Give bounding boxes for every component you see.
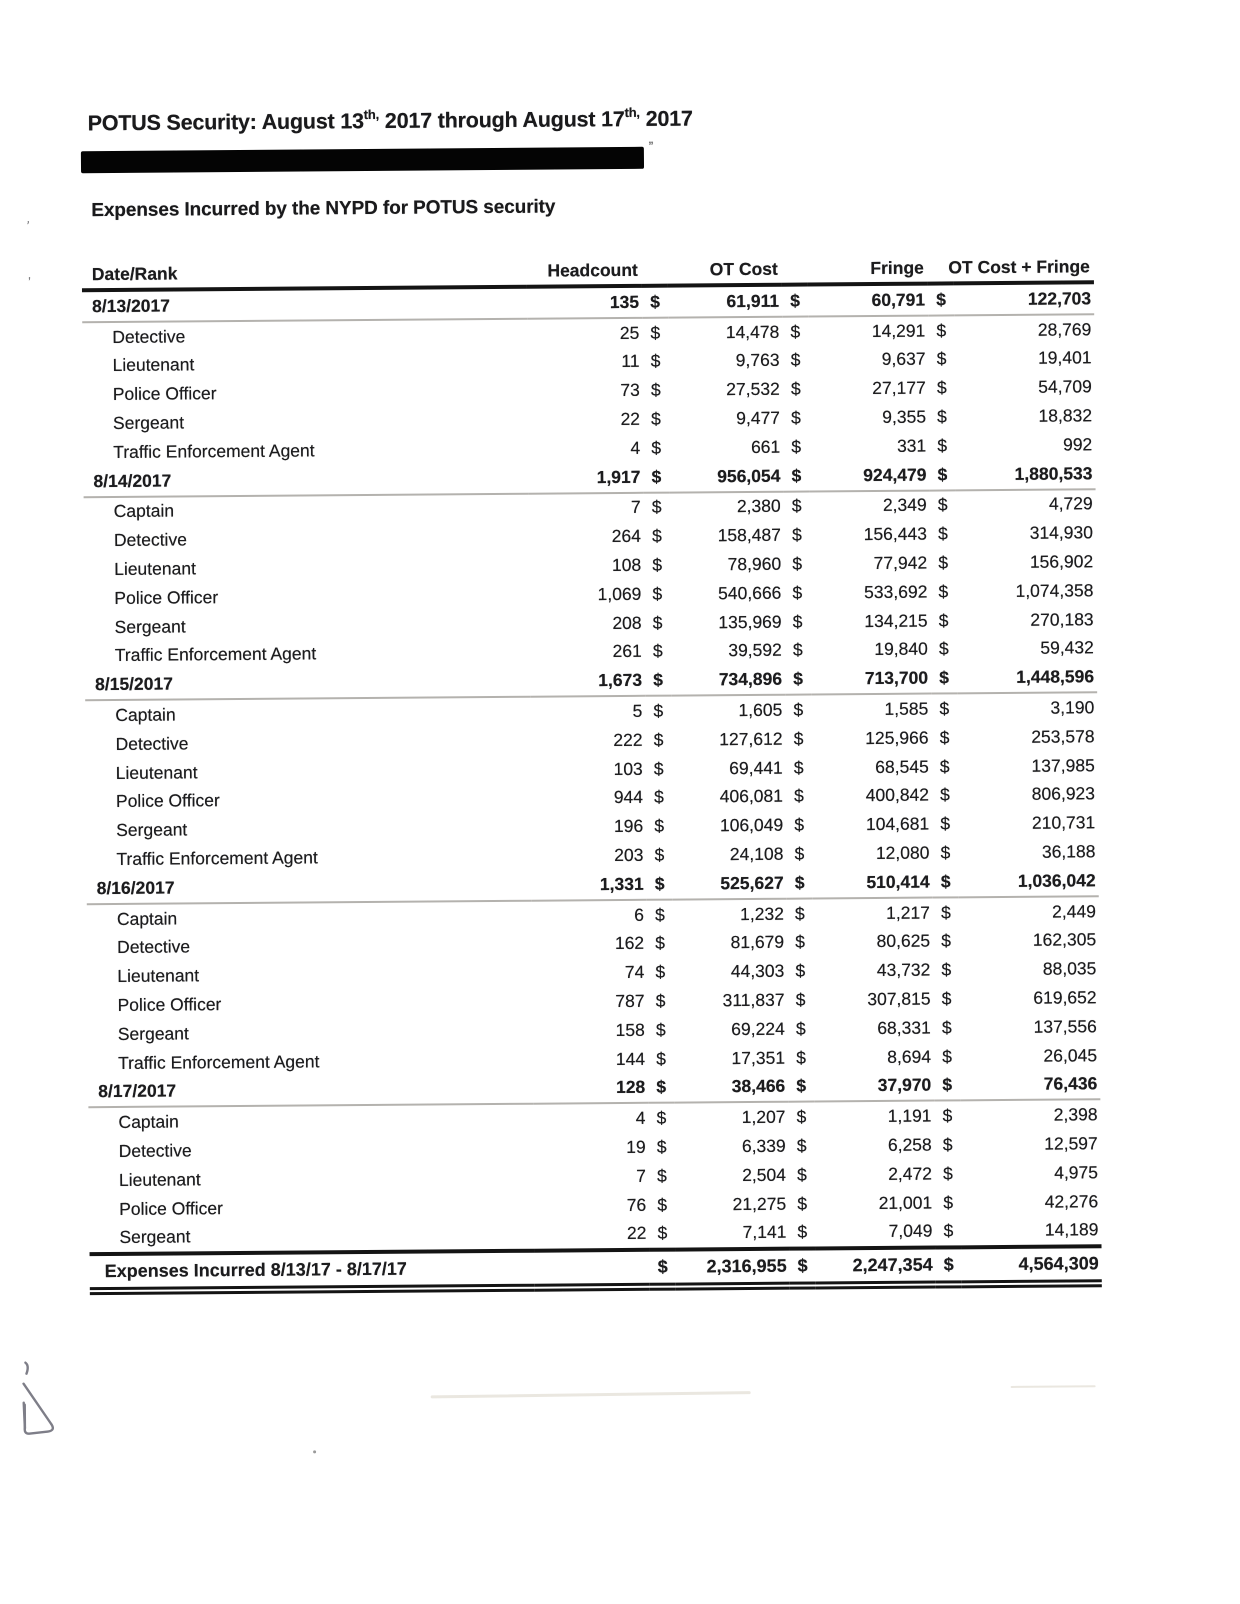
dollar-sign: $ [793, 728, 804, 749]
ot-cost-cell: 1,207 [741, 1106, 786, 1128]
fringe-cell: 77,942 [873, 552, 928, 574]
dollar-sign: $ [790, 378, 801, 399]
dollar-sign: $ [657, 1194, 668, 1215]
ot-cost-fringe-cell: 76,436 [960, 1070, 1100, 1101]
dollar-sign: $ [938, 581, 949, 602]
dollar-sign: $ [787, 868, 813, 898]
dollar-sign: $ [938, 552, 949, 573]
title-superscript: th, [363, 106, 380, 122]
dollar-sign: $ [654, 815, 665, 836]
headcount-cell: 222 [613, 729, 643, 750]
dollar-sign: $ [936, 320, 947, 341]
headcount-cell: 25 [619, 322, 640, 343]
headcount-cell: 264 [611, 526, 641, 547]
dollar-sign: $ [650, 351, 661, 372]
ot-cost-fringe-cell: 137,985 [1031, 754, 1095, 776]
dollar-sign: $ [790, 1249, 816, 1286]
fringe-cell: 1,585 [884, 698, 929, 719]
fringe-cell: 9,355 [882, 406, 927, 428]
dollar-sign: $ [940, 813, 951, 834]
ot-cost-cell: 2,380 [736, 496, 781, 517]
col-header-ot-cost: OT Cost [642, 249, 782, 286]
dollar-sign: $ [790, 321, 801, 342]
dollar-sign: $ [938, 610, 949, 631]
dollar-sign: $ [643, 462, 669, 492]
headcount-cell: 144 [615, 1048, 646, 1069]
ot-cost-fringe-cell: 26,045 [1043, 1044, 1098, 1066]
headcount-cell: 135 [527, 286, 642, 319]
dollar-sign: $ [796, 1164, 807, 1185]
col-header-headcount: Headcount [527, 250, 642, 287]
dollar-sign: $ [794, 814, 805, 835]
headcount-cell: 76 [626, 1194, 647, 1215]
dollar-sign: $ [941, 1017, 952, 1038]
grand-total-row [90, 1247, 1102, 1292]
dollar-sign: $ [788, 1072, 814, 1102]
rank-cell: Police Officer [115, 790, 220, 812]
rank-cell: Captain [115, 704, 176, 726]
dollar-sign: $ [656, 1165, 667, 1186]
ot-cost-fringe-cell: 992 [1062, 434, 1093, 455]
rank-cell: Captain [118, 1111, 179, 1133]
ot-cost-fringe-cell: 122,703 [954, 282, 1094, 315]
ot-cost-fringe-cell: 4,729 [1048, 493, 1093, 515]
dollar-sign: $ [653, 758, 664, 779]
dollar-sign: $ [934, 1071, 960, 1101]
dollar-sign: $ [939, 698, 950, 719]
dollar-sign: $ [656, 1136, 667, 1157]
headcount-cell: 196 [613, 816, 644, 837]
headcount-cell: 22 [620, 408, 641, 430]
rank-cell: Sergeant [89, 1220, 534, 1254]
ot-cost-cell: 27,532 [726, 379, 780, 400]
ot-cost-cell: 9,477 [736, 407, 781, 429]
ot-cost-fringe-cell: 42,276 [1044, 1190, 1099, 1212]
col-header-ot-cost-fringe: OT Cost + Fringe [928, 246, 1094, 283]
dollar-sign: $ [792, 582, 803, 603]
dollar-sign: $ [792, 611, 803, 632]
rank-cell: Detective [112, 326, 186, 347]
dollar-sign: $ [942, 1046, 952, 1067]
headcount-cell: 19 [626, 1136, 646, 1157]
dollar-sign: $ [793, 699, 804, 720]
ot-cost-cell: 44,303 [730, 960, 785, 982]
ot-cost-fringe-cell: 3,190 [1050, 697, 1095, 718]
fringe-cell: 1,191 [887, 1105, 932, 1127]
dollar-sign: $ [652, 583, 663, 604]
dollar-sign: $ [943, 1191, 954, 1213]
headcount-cell: 158 [615, 1019, 645, 1040]
fringe-cell: 533,692 [864, 581, 928, 602]
rank-cell: Detective [118, 1140, 192, 1161]
rank-cell: Traffic Enforcement Agent [113, 440, 315, 462]
dollar-sign: $ [651, 437, 662, 458]
dollar-sign: $ [940, 784, 950, 805]
title-text: 2017 [639, 106, 693, 131]
ot-cost-cell: 158,487 [717, 524, 781, 546]
dollar-sign: $ [937, 435, 948, 456]
fringe-cell: 80,625 [876, 930, 931, 952]
dollar-sign: $ [937, 494, 948, 515]
headcount-cell: 1,331 [532, 870, 647, 901]
headcount-cell: 74 [624, 962, 645, 983]
rank-cell: Detective [113, 529, 187, 551]
ot-cost-cell: 24,108 [729, 843, 784, 865]
fringe-cell: 14,291 [871, 320, 926, 341]
dollar-sign: $ [796, 1135, 807, 1156]
headcount-cell: 22 [534, 1219, 649, 1251]
rank-cell: Sergeant [116, 819, 188, 841]
ot-cost-cell: 81,679 [730, 932, 785, 953]
dollar-sign: $ [797, 1193, 808, 1214]
ot-cost-cell: 106,049 [719, 814, 784, 836]
dollar-sign: $ [941, 988, 952, 1009]
dollar-sign: $ [791, 496, 802, 517]
scan-smudge [1011, 1385, 1096, 1388]
fringe-cell: 12,080 [875, 842, 930, 864]
grand-total-label: Expenses Incurred 8/13/17 - 8/17/17 [90, 1250, 650, 1291]
date-cell: 8/17/2017 [88, 1074, 533, 1107]
fringe-cell: 134,215 [864, 610, 928, 631]
title-superscript: th, [624, 104, 640, 120]
ot-cost-cell: 135,969 [718, 611, 782, 632]
ot-cost-cell: 6,339 [741, 1135, 786, 1157]
ot-cost-cell: 734,896 [671, 665, 785, 696]
rank-cell: Detective [117, 936, 191, 958]
dollar-sign: $ [654, 904, 665, 925]
dollar-sign: $ [791, 407, 801, 428]
dollar-sign: $ [656, 1107, 667, 1128]
ot-cost-fringe-cell: 1,880,533 [955, 459, 1095, 490]
dollar-sign: $ [655, 961, 666, 982]
dollar-sign: $ [940, 842, 951, 863]
fringe-cell: 510,414 [813, 867, 933, 898]
dollar-sign: $ [650, 379, 661, 401]
rank-cell: Captain [116, 908, 178, 929]
headcount-cell: 261 [612, 641, 642, 662]
ot-cost-fringe-cell: 2,449 [1052, 900, 1096, 922]
scan-smudge [431, 1391, 751, 1398]
fringe-cell: 19,840 [874, 639, 928, 660]
dollar-sign: $ [650, 1250, 676, 1287]
dollar-sign: $ [653, 700, 664, 721]
dollar-sign: $ [645, 666, 671, 696]
ot-cost-fringe-cell: 14,189 [961, 1216, 1101, 1248]
dollar-sign: $ [933, 867, 959, 897]
ot-cost-fringe-cell: 4,975 [1054, 1162, 1099, 1183]
ot-cost-cell: 17,351 [731, 1047, 786, 1068]
ot-cost-cell: 1,605 [738, 699, 783, 721]
date-cell: 8/16/2017 [87, 871, 532, 904]
dollar-sign: $ [655, 933, 666, 954]
ot-cost-cell: 9,763 [735, 350, 780, 371]
dollar-sign: $ [642, 286, 668, 318]
headcount-cell: 11 [621, 351, 640, 372]
dollar-sign: $ [783, 461, 809, 491]
fringe-cell: 43,732 [876, 959, 931, 981]
dollar-sign: $ [651, 497, 662, 518]
rank-cell: Police Officer [117, 994, 222, 1015]
rank-cell: Police Officer [119, 1197, 224, 1219]
fringe-cell: 400,842 [865, 785, 930, 806]
dollar-sign: $ [650, 322, 661, 343]
rank-cell: Lieutenant [115, 761, 198, 783]
ot-cost-fringe-cell: 1,448,596 [957, 663, 1097, 694]
dollar-sign: $ [795, 931, 806, 953]
document-subtitle: Expenses Incurred by the NYPD for POTUS security [91, 196, 556, 222]
ot-cost-fringe-cell: 270,183 [1030, 608, 1094, 630]
dollar-sign: $ [794, 785, 804, 807]
dollar-sign: $ [655, 990, 666, 1011]
date-cell: 8/14/2017 [83, 463, 528, 496]
dollar-sign: $ [936, 1248, 962, 1285]
dollar-sign: $ [938, 638, 949, 659]
fringe-cell: 6,258 [887, 1134, 932, 1155]
dollar-sign: $ [936, 348, 947, 369]
dollar-sign: $ [796, 1047, 806, 1068]
ot-cost-fringe-cell: 2,398 [1053, 1104, 1098, 1125]
document-title [88, 105, 693, 136]
dollar-sign: $ [651, 525, 662, 547]
fringe-cell: 2,472 [888, 1163, 933, 1184]
fringe-cell: 21,001 [878, 1192, 933, 1213]
dollar-sign: $ [795, 989, 806, 1010]
scan-speck [313, 1450, 316, 1453]
headcount-cell: 108 [611, 554, 642, 576]
dollar-sign: $ [653, 729, 664, 750]
grand-total-fringe: 2,247,354 [816, 1248, 936, 1286]
fringe-cell: 713,700 [811, 664, 931, 695]
ot-cost-fringe-cell: 54,709 [1038, 376, 1092, 397]
headcount-cell: 7 [630, 497, 641, 518]
dollar-sign: $ [940, 902, 951, 923]
fringe-cell: 27,177 [872, 377, 926, 399]
dollar-sign: $ [794, 843, 805, 864]
dollar-sign: $ [647, 870, 673, 900]
headcount-cell: 944 [613, 787, 644, 808]
ot-cost-fringe-cell: 137,556 [1033, 1016, 1097, 1037]
headcount-cell: 787 [615, 990, 645, 1012]
dollar-sign: $ [935, 1217, 961, 1248]
expense-table-body [82, 282, 1102, 1254]
rank-cell: Lieutenant [118, 1169, 201, 1190]
headcount-cell: 103 [613, 758, 643, 779]
dollar-sign: $ [929, 460, 955, 490]
ot-cost-cell: 1,232 [740, 903, 784, 924]
headcount-cell: 203 [614, 844, 644, 866]
ot-cost-fringe-cell: 1,074,358 [1015, 580, 1094, 601]
dollar-sign: $ [652, 641, 663, 662]
dollar-sign: $ [656, 1048, 666, 1069]
ot-cost-cell: 2,504 [742, 1164, 787, 1185]
dollar-sign: $ [941, 959, 952, 980]
dollar-sign: $ [649, 1219, 675, 1250]
dollar-sign: $ [792, 553, 803, 574]
scan-artifact-mark: , [25, 210, 33, 226]
dollar-sign: $ [651, 408, 661, 429]
rank-cell: Traffic Enforcement Agent [117, 1050, 320, 1073]
dollar-sign: $ [791, 436, 802, 457]
col-header-fringe: Fringe [782, 248, 928, 285]
ot-cost-cell: 78,960 [727, 553, 782, 575]
dollar-sign: $ [793, 757, 804, 778]
headcount-cell: 5 [632, 700, 643, 721]
ot-cost-cell: 39,592 [728, 640, 782, 661]
ot-cost-cell: 69,441 [729, 757, 783, 778]
headcount-cell: 4 [630, 437, 641, 458]
headcount-cell: 128 [533, 1073, 648, 1104]
ot-cost-fringe-cell: 1,036,042 [959, 866, 1099, 897]
headcount-cell: 6 [634, 904, 644, 925]
fringe-cell: 8,694 [887, 1046, 932, 1067]
dollar-sign: $ [655, 1019, 666, 1040]
date-cell: 8/15/2017 [85, 667, 530, 700]
rank-cell: Captain [113, 500, 175, 522]
headcount-cell: 162 [614, 933, 645, 954]
scan-artifact-mark: , [27, 266, 32, 282]
headcount-cell: 73 [620, 380, 640, 401]
ot-cost-fringe-cell: 806,923 [1031, 783, 1096, 805]
dollar-sign: $ [654, 844, 665, 865]
fringe-cell: 68,545 [875, 756, 929, 777]
ot-cost-cell: 21,275 [732, 1193, 787, 1214]
fringe-cell: 924,479 [809, 460, 929, 491]
ot-cost-fringe-cell: 19,401 [1037, 347, 1092, 369]
ot-cost-fringe-cell: 12,597 [1044, 1133, 1098, 1154]
ot-cost-cell: 540,666 [718, 582, 782, 604]
ot-cost-fringe-cell: 156,902 [1029, 551, 1094, 572]
rank-cell: Traffic Enforcement Agent [114, 643, 317, 666]
headcount-cell: 1,069 [597, 583, 642, 605]
fringe-cell: 68,331 [877, 1017, 931, 1038]
dollar-sign: $ [939, 756, 950, 777]
ot-cost-fringe-cell: 253,578 [1031, 726, 1095, 747]
grand-total-ot-cost: 2,316,955 [676, 1249, 790, 1287]
fringe-cell: 7,049 [815, 1217, 935, 1249]
fringe-cell: 156,443 [863, 523, 928, 545]
rank-cell: Sergeant [117, 1023, 189, 1044]
rank-cell: Lieutenant [117, 965, 200, 987]
fringe-cell: 331 [896, 435, 927, 456]
rank-cell: Lieutenant [114, 558, 196, 580]
dollar-sign: $ [936, 377, 947, 398]
dollar-sign: $ [782, 285, 808, 317]
fringe-cell: 37,970 [814, 1071, 934, 1102]
rank-cell: Police Officer [112, 383, 217, 405]
dollar-sign: $ [937, 523, 948, 544]
fringe-cell: 9,637 [881, 349, 926, 370]
ot-cost-fringe-cell: 210,731 [1031, 812, 1096, 834]
ot-cost-fringe-cell: 619,652 [1033, 987, 1097, 1008]
ot-cost-fringe-cell: 36,188 [1041, 841, 1096, 862]
rank-cell: Traffic Enforcement Agent [116, 847, 318, 869]
ot-cost-cell: 69,224 [731, 1018, 785, 1039]
rank-cell: Sergeant [114, 616, 186, 637]
title-text: POTUS Security: August 13 [87, 109, 364, 136]
ot-cost-fringe-cell: 88,035 [1042, 958, 1097, 979]
dollar-sign: $ [791, 524, 802, 545]
ot-cost-cell: 14,478 [725, 321, 780, 342]
dollar-sign: $ [939, 727, 950, 748]
rank-cell: Police Officer [114, 587, 219, 608]
scan-artifact-quote: ” [648, 138, 654, 154]
rank-cell: Sergeant [112, 412, 185, 434]
ot-cost-cell: 127,612 [719, 728, 783, 750]
date-cell: 8/13/2017 [82, 287, 527, 322]
fringe-cell: 2,349 [882, 495, 927, 516]
ot-cost-cell: 38,466 [674, 1072, 788, 1103]
dollar-sign: $ [931, 664, 957, 694]
ot-cost-cell: 311,837 [722, 989, 785, 1011]
ot-cost-cell: 61,911 [668, 285, 782, 318]
fringe-cell: 1,217 [886, 902, 930, 923]
dollar-sign: $ [794, 903, 805, 924]
ot-cost-cell: 406,081 [719, 786, 784, 807]
headcount-cell: 1,917 [528, 463, 643, 494]
ot-cost-fringe-cell: 28,769 [1037, 318, 1092, 340]
ot-cost-fringe-cell: 59,432 [1040, 637, 1094, 659]
dollar-sign: $ [795, 1018, 806, 1039]
dollar-sign: $ [937, 406, 947, 427]
ot-cost-cell: 525,627 [673, 869, 787, 900]
dollar-sign: $ [942, 1163, 953, 1184]
ot-cost-fringe-cell: 314,930 [1029, 522, 1094, 544]
headcount-cell: 7 [636, 1165, 647, 1186]
dollar-sign: $ [792, 640, 803, 661]
dollar-sign: $ [648, 1073, 674, 1103]
dollar-sign: $ [789, 1218, 815, 1249]
ot-cost-cell: 956,054 [669, 461, 783, 492]
fringe-cell: 104,681 [865, 813, 930, 835]
rank-cell: Detective [115, 733, 189, 754]
col-header-date-rank: Date/Rank [82, 251, 527, 290]
headcount-cell: 4 [635, 1108, 646, 1129]
ot-cost-fringe-cell: 162,305 [1032, 929, 1097, 951]
rank-cell: Lieutenant [112, 354, 195, 376]
dollar-sign: $ [941, 930, 952, 951]
dollar-sign: $ [796, 1106, 807, 1127]
ot-cost-cell: 661 [750, 436, 781, 457]
dollar-sign: $ [785, 665, 811, 695]
expenses-table [82, 246, 1102, 1295]
ot-cost-cell: 7,141 [675, 1218, 789, 1250]
headcount-cell: 208 [612, 612, 642, 633]
dollar-sign: $ [790, 350, 801, 371]
dollar-sign: $ [942, 1134, 953, 1155]
dollar-sign: $ [928, 283, 954, 315]
fringe-cell: 60,791 [808, 284, 928, 317]
dollar-sign: $ [654, 787, 664, 808]
fringe-cell: 307,815 [867, 988, 931, 1010]
grand-total-ot-cost-fringe: 4,564,309 [962, 1247, 1102, 1285]
ot-cost-fringe-cell: 18,832 [1038, 405, 1093, 426]
dollar-sign: $ [795, 960, 806, 981]
fringe-cell: 125,966 [865, 727, 929, 748]
dollar-sign: $ [942, 1105, 953, 1126]
dollar-sign: $ [652, 554, 663, 575]
dollar-sign: $ [652, 612, 663, 633]
title-text: 2017 through August 17 [379, 107, 625, 134]
headcount-cell: 1,673 [530, 666, 645, 697]
redaction-bar [81, 147, 644, 173]
handwritten-pen-mark [9, 1346, 80, 1462]
